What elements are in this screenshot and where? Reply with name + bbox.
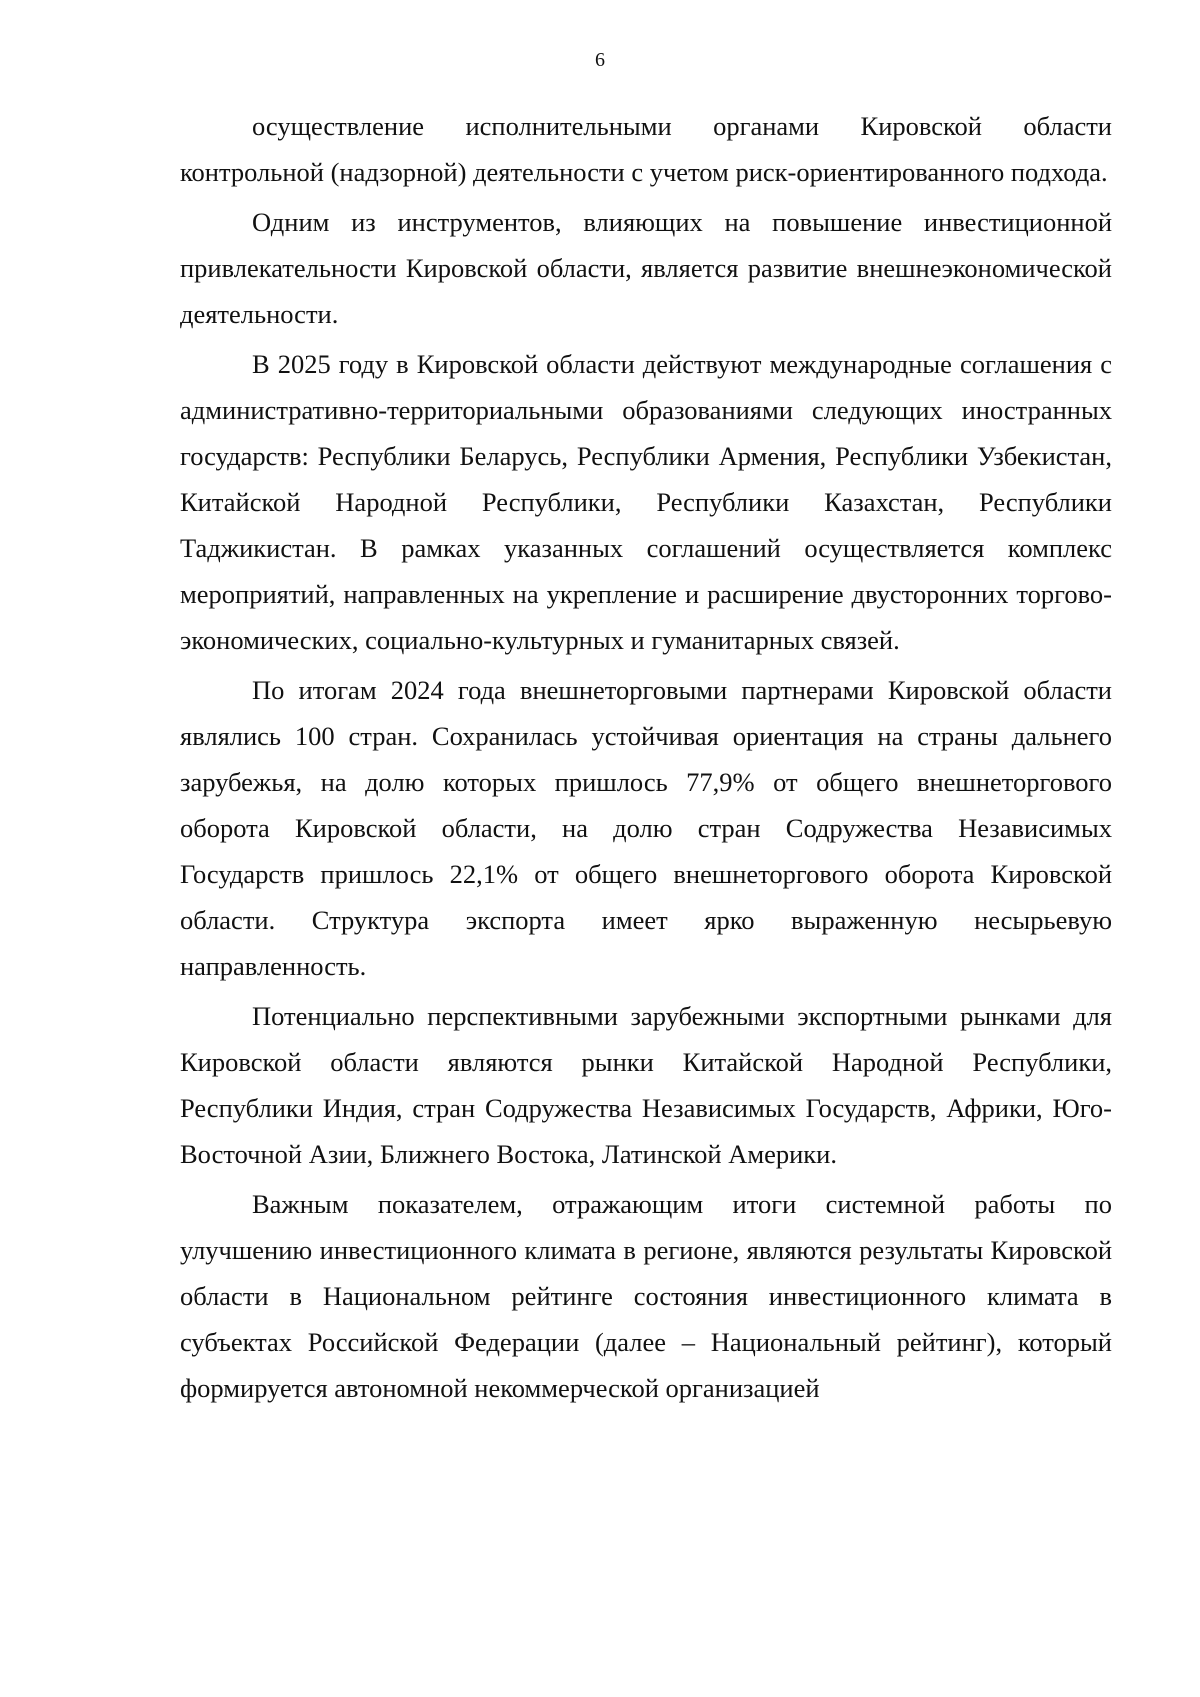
paragraph-risk-oriented-approach: осуществление исполнительными органами Кировской области контрольной (надзорной) деятельности с учетом риск-ориентированного подхода. (180, 111, 1112, 187)
paragraph-export-markets: Потенциально перспективными зарубежными экспортными рынками для Кировской области являются рынки Китайской Народной Республики, Республики Индия, стран Содружества Независимых Государств, Африки, Юго-Восточной Азии, Ближнего Востока, Латинской Америки. (180, 1001, 1112, 1169)
paragraph-foreign-economic-activity: Одним из инструментов, влияющих на повышение инвестиционной привлекательности Кировской области, является развитие внешнеэкономической деятельности. (180, 207, 1112, 329)
document-body (180, 103, 1112, 1415)
paragraph-international-agreements: В 2025 году в Кировской области действуют международные соглашения с административно-территориальными образованиями следующих иностранных государств: Республики Беларусь, Республики Армения, Республики Узбекистан, Китайской Народной Республики, Республики Казахстан, Республики Таджикистан. В рамках указанных соглашений осуществляется комплекс мероприятий, направленных на укрепление и расширение двусторонних торгово-экономических, социально-культурных и гуманитарных связей. (180, 349, 1112, 655)
paragraph-national-rating: Важным показателем, отражающим итоги системной работы по улучшению инвестиционного климата в регионе, являются результаты Кировской области в Национальном рейтинге состояния инвестиционного климата в субъектах Российской Федерации (далее – Национальный рейтинг), который формируется автономной некоммерческой организацией (180, 1189, 1112, 1403)
paragraph-trade-partners-2024: По итогам 2024 года внешнеторговыми партнерами Кировской области являлись 100 стран. Сохранилась устойчивая ориентация на страны дальнего зарубежья, на долю которых пришлось 77,9% от общего внешнеторгового оборота Кировской области, на долю стран Содружества Независимых Государств пришлось 22,1% от общего внешнеторгового оборота Кировской области. Структура экспорта имеет ярко выраженную несырьевую направленность. (180, 675, 1112, 981)
page-number: 6 (595, 49, 605, 71)
